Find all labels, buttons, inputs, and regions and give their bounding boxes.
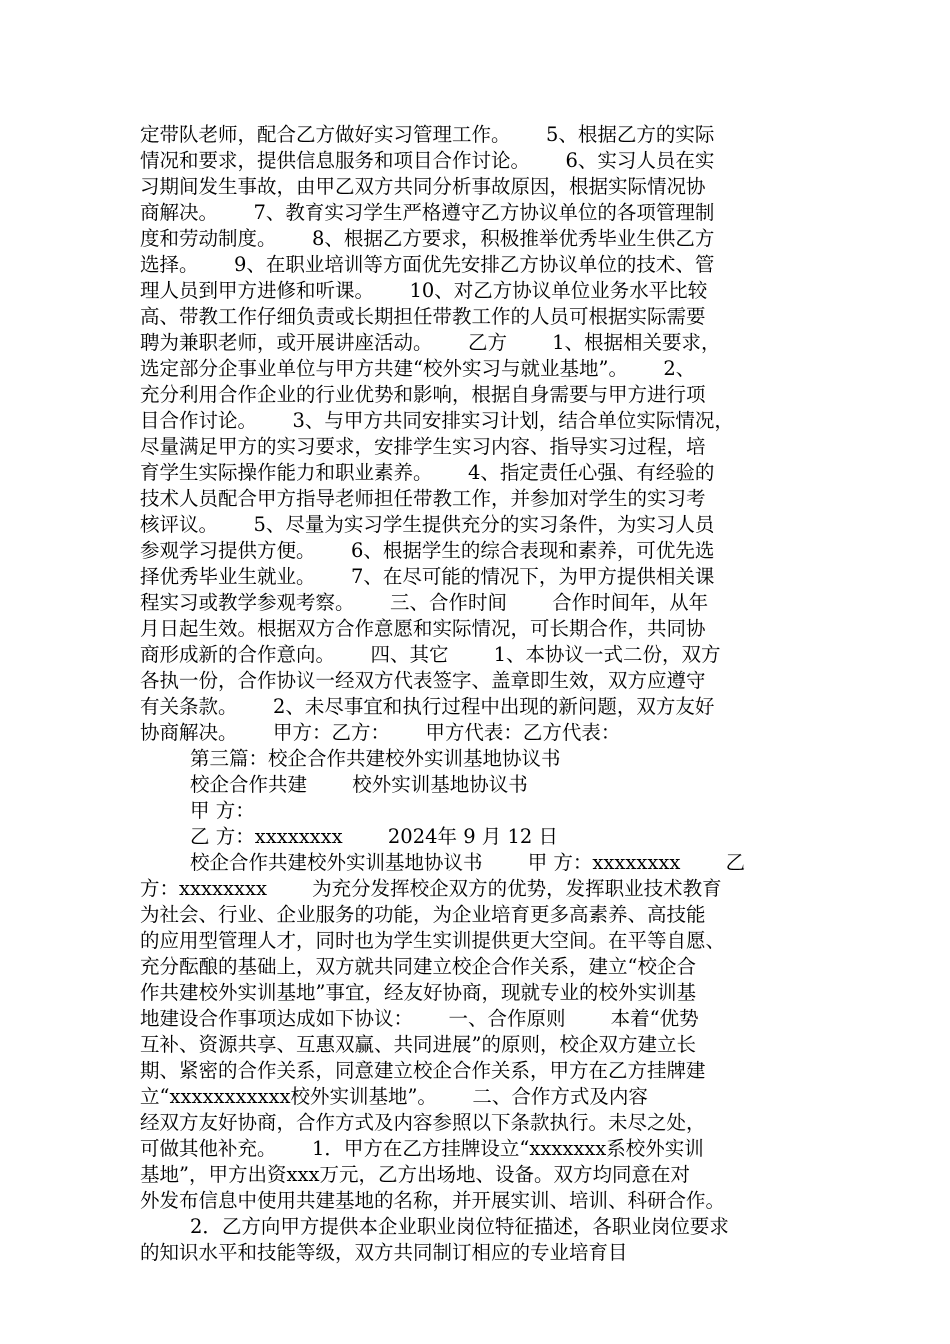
text-line: 育学生实际操作能力和职业素养。 4、指定责任心强、有经验的	[140, 461, 715, 484]
text-line: 目合作讨论。 3、与甲方共同安排实习计划，结合单位实际情况，	[140, 409, 734, 432]
text-line: 择优秀毕业生就业。 7、在尽可能的情况下，为甲方提供相关课	[140, 565, 715, 588]
text-line: 校企合作共建校外实训基地协议书 甲 方：xxxxxxxx 乙	[190, 851, 746, 874]
party-b-date-line: 乙 方：xxxxxxxx 2024年 9 月 12 日	[190, 825, 559, 848]
text-line: 可做其他补充。 1．甲方在乙方挂牌设立“xxxxxxx系校外实训	[140, 1137, 704, 1160]
text-line: 有关条款。 2、未尽事宜和执行过程中出现的新问题，双方友好	[140, 695, 715, 718]
text-line: 经双方友好协商，合作方式及内容参照以下条款执行。未尽之处，	[140, 1111, 706, 1134]
text-line: 习期间发生事故，由甲乙双方共同分析事故原因，根据实际情况协	[140, 175, 706, 198]
text-line: 外发布信息中使用共建基地的名称，并开展实训、培训、科研合作。	[140, 1189, 726, 1212]
party-a-line: 甲 方：	[190, 799, 255, 822]
text-line: 定带队老师，配合乙方做好实习管理工作。 5、根据乙方的实际	[140, 123, 715, 146]
text-line: 月日起生效。根据双方合作意愿和实际情况，可长期合作，共同协	[140, 617, 706, 640]
text-line: 核评议。 5、尽量为实习学生提供充分的实习条件，为实习人员	[140, 513, 715, 536]
text-line: 充分利用合作企业的行业优势和影响，根据自身需要与甲方进行项	[140, 383, 706, 406]
text-line: 为社会、行业、企业服务的功能，为企业培育更多高素养、高技能	[140, 903, 706, 926]
text-line: 立“xxxxxxxxxxx校外实训基地”。 二、合作方式及内容	[140, 1085, 648, 1108]
text-line: 充分酝酿的基础上，双方就共同建立校企合作关系，建立“校企合	[140, 955, 696, 978]
text-line: 商解决。 7、教育实习学生严格遵守乙方协议单位的各项管理制	[140, 201, 715, 224]
text-line: 商形成新的合作意向。 四、其它 1、本协议一式二份，双方	[140, 643, 721, 666]
text-line: 2．乙方向甲方提供本企业职业岗位特征描述，各职业岗位要求	[190, 1215, 729, 1238]
text-line: 的知识水平和技能等级，双方共同制订相应的专业培育目	[140, 1241, 628, 1264]
text-line: 的应用型管理人才，同时也为学生实训提供更大空间。在平等自愿、	[140, 929, 726, 952]
text-line: 选定部分企事业单位与甲方共建“校外实习与就业基地”。 2、	[140, 357, 696, 380]
agreement-title: 校企合作共建 校外实训基地协议书	[190, 773, 528, 796]
text-line: 度和劳动制度。 8、根据乙方要求，积极推举优秀毕业生供乙方	[140, 227, 715, 250]
text-line: 参观学习提供方便。 6、根据学生的综合表现和素养，可优先选	[140, 539, 715, 562]
text-line: 高、带教工作仔细负责或长期担任带教工作的人员可根据实际需要	[140, 305, 706, 328]
text-line: 互补、资源共享、互惠双赢、共同进展”的原则，校企双方建立长	[140, 1033, 696, 1056]
text-line: 情况和要求，提供信息服务和项目合作讨论。 6、实习人员在实	[140, 149, 715, 172]
text-line: 程实习或教学参观考察。 三、合作时间 合作时间年，从年	[140, 591, 709, 614]
text-line: 期、紧密的合作关系，同意建立校企合作关系，甲方在乙方挂牌建	[140, 1059, 706, 1082]
text-line: 作共建校外实训基地”事宜，经友好协商，现就专业的校外实训基	[140, 981, 696, 1004]
text-line: 协商解决。 甲方：乙方： 甲方代表：乙方代表：	[140, 721, 621, 744]
text-line: 方：xxxxxxxx 为充分发挥校企双方的优势，发挥职业技术教育	[140, 877, 722, 900]
text-line: 各执一份，合作协议一经双方代表签字、盖章即生效，双方应遵守	[140, 669, 706, 692]
text-line: 技术人员配合甲方指导老师担任带教工作，并参加对学生的实习考	[140, 487, 706, 510]
text-line: 尽量满足甲方的实习要求，安排学生实习内容、指导实习过程，培	[140, 435, 706, 458]
text-line: 选择。 9、在职业培训等方面优先安排乙方协议单位的技术、管	[140, 253, 715, 276]
text-line: 基地”，甲方出资xxx万元，乙方出场地、设备。双方均同意在对	[140, 1163, 690, 1186]
text-line: 理人员到甲方进修和听课。 10、对乙方协议单位业务水平比较	[140, 279, 708, 302]
text-line: 地建设合作事项达成如下协议： 一、合作原则 本着“优势	[140, 1007, 699, 1030]
section-title: 第三篇：校企合作共建校外实训基地协议书	[190, 747, 561, 770]
text-line: 聘为兼职老师，或开展讲座活动。 乙方 1、根据相关要求，	[140, 331, 721, 354]
